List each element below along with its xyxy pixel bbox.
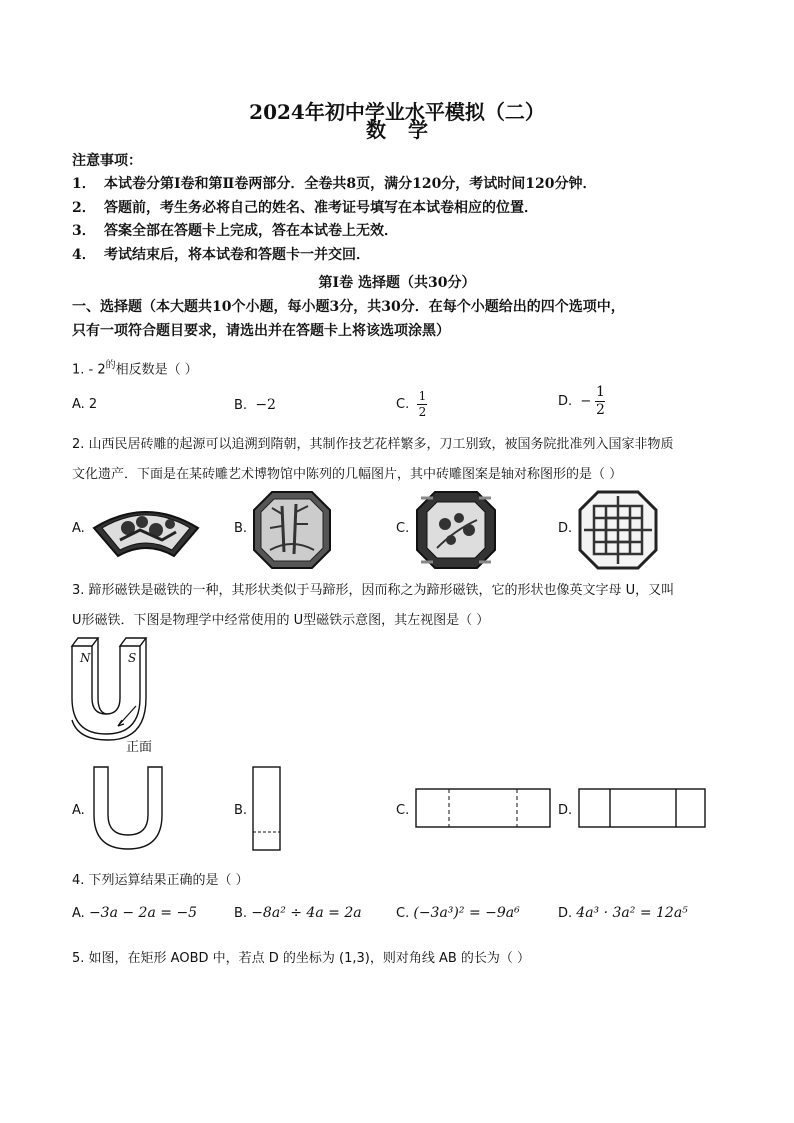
q1-stem <box>72 356 198 377</box>
q4-option-a-label: A. <box>72 906 85 921</box>
q1-option-b-label: B. <box>234 398 248 413</box>
q1-option-c-label: C. <box>396 397 410 412</box>
q1-stem-sup: 的 <box>105 360 116 371</box>
q2-label-b: B. <box>234 521 248 536</box>
q1-option-b-value: −2 <box>255 397 276 413</box>
q1-option-d <box>558 385 605 418</box>
q1-option-c-numerator: 1 <box>418 389 427 403</box>
q4-option-b <box>234 905 362 921</box>
q3-stem-line2: U形磁铁．下图是物理学中经常使用的 U型磁铁示意图，其左视图是（ ） <box>72 613 490 628</box>
q4-stem: 4. 下列运算结果正确的是（ ） <box>72 873 249 888</box>
q1-option-c-denominator: 2 <box>418 405 427 419</box>
q3-pole-n: N <box>80 651 91 665</box>
exam-title: 2024年初中学业水平模拟（二） <box>249 100 545 124</box>
q4-option-b-label: B. <box>234 906 248 921</box>
q3-label-d: D. <box>558 803 573 818</box>
q3-label-c: C. <box>396 803 410 818</box>
q1-stem-prefix: 1. - 2 <box>72 362 106 378</box>
q2-octagon-lattice-carving-image <box>578 490 658 570</box>
q4-option-c <box>396 905 520 921</box>
q3-option-d-wide-rectangle-solid <box>578 788 708 830</box>
section-instruction-1: 一、选择题（本大题共10个小题，每小题3分，共30分．在每个小题给出的四个选项中， <box>72 299 625 315</box>
subject-title: 数学 <box>366 118 450 142</box>
q4-option-d-label: D. <box>558 906 573 921</box>
q3-stem-line1: 3. 蹄形磁铁是磁铁的一种，其形状类似于马蹄形，因而称之为蹄形磁铁，它的形状也像英文字母 U，又叫 <box>72 583 675 598</box>
q4-option-d-expr: 4a³ · 3a² = 12a⁵ <box>576 905 688 921</box>
q2-octagon-flower-carving-image <box>415 490 497 570</box>
notice-heading: 注意事项： <box>72 153 142 169</box>
q1-option-b <box>234 397 276 413</box>
q2-octagon-bamboo-carving-image <box>252 490 332 570</box>
q1-option-c <box>396 390 427 419</box>
notice-item-1-text: 本试卷分第Ⅰ卷和第Ⅱ卷两部分．全卷共8页，满分120分，考试时间120分钟． <box>104 176 597 192</box>
q1-option-d-label: D. <box>558 394 573 409</box>
notice-item-3-num: 3． <box>72 223 96 239</box>
q4-option-d <box>558 905 688 921</box>
q3-option-c-wide-rectangle-dashed <box>415 788 553 830</box>
q1-stem-suffix: 相反数是（ ） <box>115 362 198 378</box>
notice-item-1-num: 1． <box>72 176 96 192</box>
q3-label-a: A. <box>72 803 85 818</box>
section-title: 第Ⅰ卷 选择题（共30分） <box>318 275 476 291</box>
notice-item-2-num: 2． <box>72 200 96 216</box>
q4-option-c-expr: (−3a³)² = −9a⁶ <box>413 905 520 921</box>
q1-option-c-fraction <box>417 390 427 419</box>
q2-label-c: C. <box>396 521 410 536</box>
q2-label-d: D. <box>558 521 573 536</box>
q1-option-d-fraction <box>595 385 605 418</box>
q1-option-d-sign: − <box>580 394 592 409</box>
q2-fan-brick-carving-image <box>90 500 202 560</box>
notice-item-4-num: 4． <box>72 247 96 263</box>
q4-option-a <box>72 905 197 921</box>
q3-u-magnet-3d-figure <box>68 636 178 756</box>
q3-option-b-tall-rectangle <box>252 766 282 852</box>
q4-option-c-label: C. <box>396 906 410 921</box>
q5-stem: 5. 如图，在矩形 AOBD 中，若点 D 的坐标为 (1,3)，则对角线 AB 的长为（ ） <box>72 951 531 966</box>
q1-option-d-denominator: 2 <box>596 402 605 418</box>
q1-option-d-numerator: 1 <box>596 384 605 400</box>
q4-option-a-expr: −3a − 2a = −5 <box>88 905 198 921</box>
q2-label-a: A. <box>72 521 85 536</box>
q4-option-b-expr: −8a² ÷ 4a = 2a <box>251 905 362 921</box>
q1-option-a: A. 2 <box>72 397 98 412</box>
q3-front-label: 正面 <box>126 740 153 755</box>
section-instruction-2: 只有一项符合题目要求，请选出并在答题卡上将该选项涂黑） <box>72 323 450 339</box>
q3-option-a-u-shape <box>92 765 164 851</box>
notice-item-2-text: 答题前，考生务必将自己的姓名、准考证号填写在本试卷相应的位置． <box>104 200 538 216</box>
q3-pole-s: S <box>128 651 137 665</box>
q2-stem-line1: 2. 山西民居砖雕的起源可以追溯到隋朝，其制作技艺花样繁多，刀工别致，被国务院批准列入国家非物质 <box>72 437 674 452</box>
q3-label-b: B. <box>234 803 248 818</box>
notice-item-3-text: 答案全部在答题卡上完成，答在本试卷上无效． <box>104 223 398 239</box>
q2-stem-line2: 文化遗产．下面是在某砖雕艺术博物馆中陈列的几幅图片，其中砖雕图案是轴对称图形的是（ ） <box>72 467 623 482</box>
notice-item-4-text: 考试结束后，将本试卷和答题卡一并交回． <box>104 247 370 263</box>
